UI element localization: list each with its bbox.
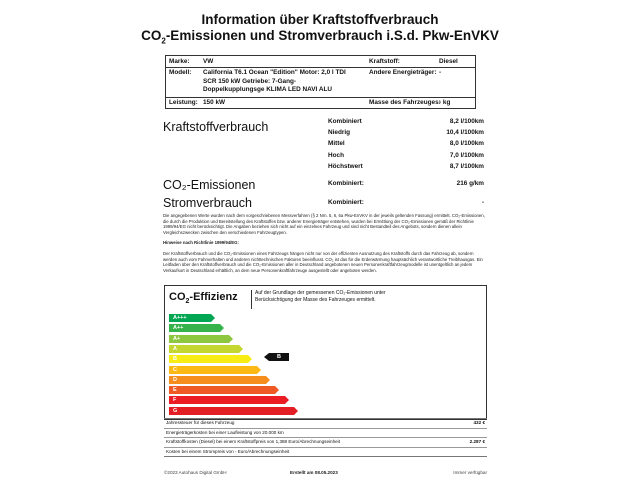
consumption-label: Niedrig [328, 129, 351, 137]
cost-label: Energieträgerkosten bei einer Laufleistung von 20.000 km [166, 429, 284, 435]
efficiency-class-label: E [173, 387, 177, 394]
co2-value: 216 g/km [456, 180, 484, 187]
disclaimer-heading: Hinweise nach Richtlinie 1999/94/EG: [163, 240, 239, 245]
efficiency-class-label: G [173, 407, 178, 414]
efficiency-box [164, 285, 487, 420]
cost-row [164, 448, 487, 457]
footer-availability: Immer verfügbar [453, 470, 487, 475]
leistung-label: Leistung: [169, 99, 198, 106]
document-title-line1: Information über Kraftstoffverbrauch [201, 12, 439, 27]
efficiency-class-label: D [173, 376, 177, 383]
masse-label: Masse des Fahrzeuges: [369, 99, 441, 106]
efficiency-heading-co: CO [169, 291, 186, 303]
efficiency-class-label: A++ [173, 325, 184, 332]
cost-label: Kraftstoffkosten (Diesel) bei einem Kraftstoffpreis von 1,388 Euro/Abrechnungseinheit [166, 439, 340, 444]
footer-copyright: ©2023 Autohaus Digital GmbH [164, 470, 227, 475]
efficiency-class-bar [169, 396, 285, 404]
consumption-value: 8,2 l/100km [449, 118, 484, 125]
efficiency-class-bar [169, 335, 229, 343]
efficiency-class-label: B [173, 356, 177, 363]
cost-row [164, 419, 487, 428]
title-rest: -Emissionen und Stromverbrauch i.S.d. Pkw-EnVKV [165, 28, 499, 43]
efficiency-class-bar [169, 366, 257, 374]
leistung-value: 150 kW [203, 99, 226, 106]
efficiency-heading [169, 290, 238, 309]
masse-value: - kg [439, 99, 451, 106]
efficiency-marker [264, 353, 289, 361]
efficiency-class-bar [169, 376, 266, 384]
efficiency-class-bar [169, 407, 294, 415]
marker-label: B [269, 353, 289, 361]
modell-value: California T6.1 Ocean "Edition" Motor: 2,0 l TDI SCR 150 kW Getriebe: 7-Gang-Doppelkupplungsge KLIMA LED NAVI ALU [203, 69, 346, 93]
efficiency-heading-rest: -Effizienz [189, 291, 238, 303]
efficiency-heading-sub: 2 [185, 298, 190, 306]
consumption-row [328, 140, 484, 151]
directive-text: Der Kraftstoffverbrauch und die CO₂-Emissionen eines Fahrzeugs hängen nicht nur von der effizienten Ausnutzung des Kraftstoffs durch das Fahrzeug ab, sondern werden auch vom Fahrverhalten und anderen nichttechnischen Faktoren beeinflusst. CO₂ ist das für die Erderwärmung hauptsächlich verantwortliche Treibhausgas. Ein Leitfaden über den Kraftstoffverbrauch und die CO₂-Emissionen aller in Deutschland angebotenen neuen Personenkraftfahrzeugmodelle ist unentgeltlich an jedem Verkaufsort in Deutschland erhältlich, an dem neue Personenkraftfahrzeuge ausgestellt oder angeboten werden. [163, 251, 483, 273]
consumption-label: Kombiniert [328, 118, 362, 125]
disclaimer-text: Die angegebenen Werte wurden nach dem vorgeschriebenen Messverfahren (§ 2 Nrn. 5, 6, 6a Pkw-EnVKV in der jeweils geltenden Fassung) ermittelt. CO₂-Emissionen, die durch die Produktion und Bereitstellung des Kraftstoffes bzw. anderer Energieträger entstehen, wurden bei Ermittlung der CO₂-Emissionen gemäß der Richtlinie 1999/94/EG nicht berücksichtigt. Die Angaben beziehen sich nicht auf ein einzelnes Fahrzeug und sind nicht Bestandteil des Angebots, sondern dienen allein Vergleichszwecken zwischen den verschiedenen Fahrzeugtypen. [163, 213, 485, 235]
cost-label: Kosten bei einem Strompreis von - Euro/Abrechnungseinheit [166, 448, 290, 454]
document-title-line2 [0, 28, 640, 50]
consumption-label: Hoch [328, 151, 344, 159]
cost-value: 432 € [473, 420, 485, 425]
title-sub: 2 [161, 36, 166, 46]
efficiency-description: Auf der Grundlage der gemessenen CO₂-Emissionen unter Berücksichtigung der Masse des Fahrzeuges ermittelt. [255, 290, 386, 303]
kraftstoff-value: Diesel [439, 58, 458, 65]
consumption-table [328, 118, 484, 174]
consumption-row [328, 118, 484, 129]
consumption-value: 7,0 l/100km [449, 151, 484, 159]
efficiency-class-bar [169, 314, 211, 322]
title-co: CO [141, 28, 162, 43]
co2-label: Kombiniert: [328, 180, 364, 187]
cost-value: 2.287 € [469, 439, 485, 444]
kraftstoffverbrauch-heading: Kraftstoffverbrauch [163, 120, 269, 134]
stromverbrauch-heading: Stromverbrauch [163, 196, 252, 210]
consumption-label: Mittel [328, 140, 345, 148]
energietraeger-value: - [439, 69, 442, 76]
efficiency-class-label: A [173, 345, 177, 352]
consumption-row [328, 163, 484, 174]
modell-label: Modell: [169, 69, 192, 76]
consumption-row [328, 129, 484, 140]
costs-table [164, 418, 487, 457]
consumption-value: 10,4 l/100km [446, 129, 484, 137]
efficiency-class-label: F [173, 397, 177, 404]
kraftstoff-label: Kraftstoff: [369, 58, 400, 65]
cost-row [164, 438, 487, 447]
consumption-row [328, 152, 484, 163]
strom-label: Kombiniert: [328, 199, 364, 206]
efficiency-class-label: C [173, 366, 177, 373]
efficiency-class-bar [169, 386, 275, 394]
efficiency-class-bar [169, 345, 239, 353]
consumption-value: 8,0 l/100km [449, 140, 484, 148]
co2-emissionen-heading: CO₂-Emissionen [163, 178, 256, 192]
efficiency-class-bar [169, 324, 220, 332]
cost-label: Jahressteuer für dieses Fahrzeug [166, 420, 235, 425]
efficiency-class-label: A+++ [173, 315, 187, 321]
consumption-value: 8,7 l/100km [449, 162, 484, 170]
footer-created-date: Erstellt am 08.05.2023 [290, 470, 338, 475]
marke-label: Marke: [169, 58, 190, 65]
efficiency-class-bar [169, 355, 248, 363]
marke-value: VW [203, 58, 214, 65]
energietraeger-label: Andere Energieträger: [369, 69, 437, 76]
vehicle-info-box [165, 55, 476, 109]
cost-row [164, 429, 487, 438]
strom-value: - [481, 199, 484, 206]
efficiency-class-label: A+ [173, 335, 181, 342]
consumption-label: Höchstwert [328, 162, 363, 170]
